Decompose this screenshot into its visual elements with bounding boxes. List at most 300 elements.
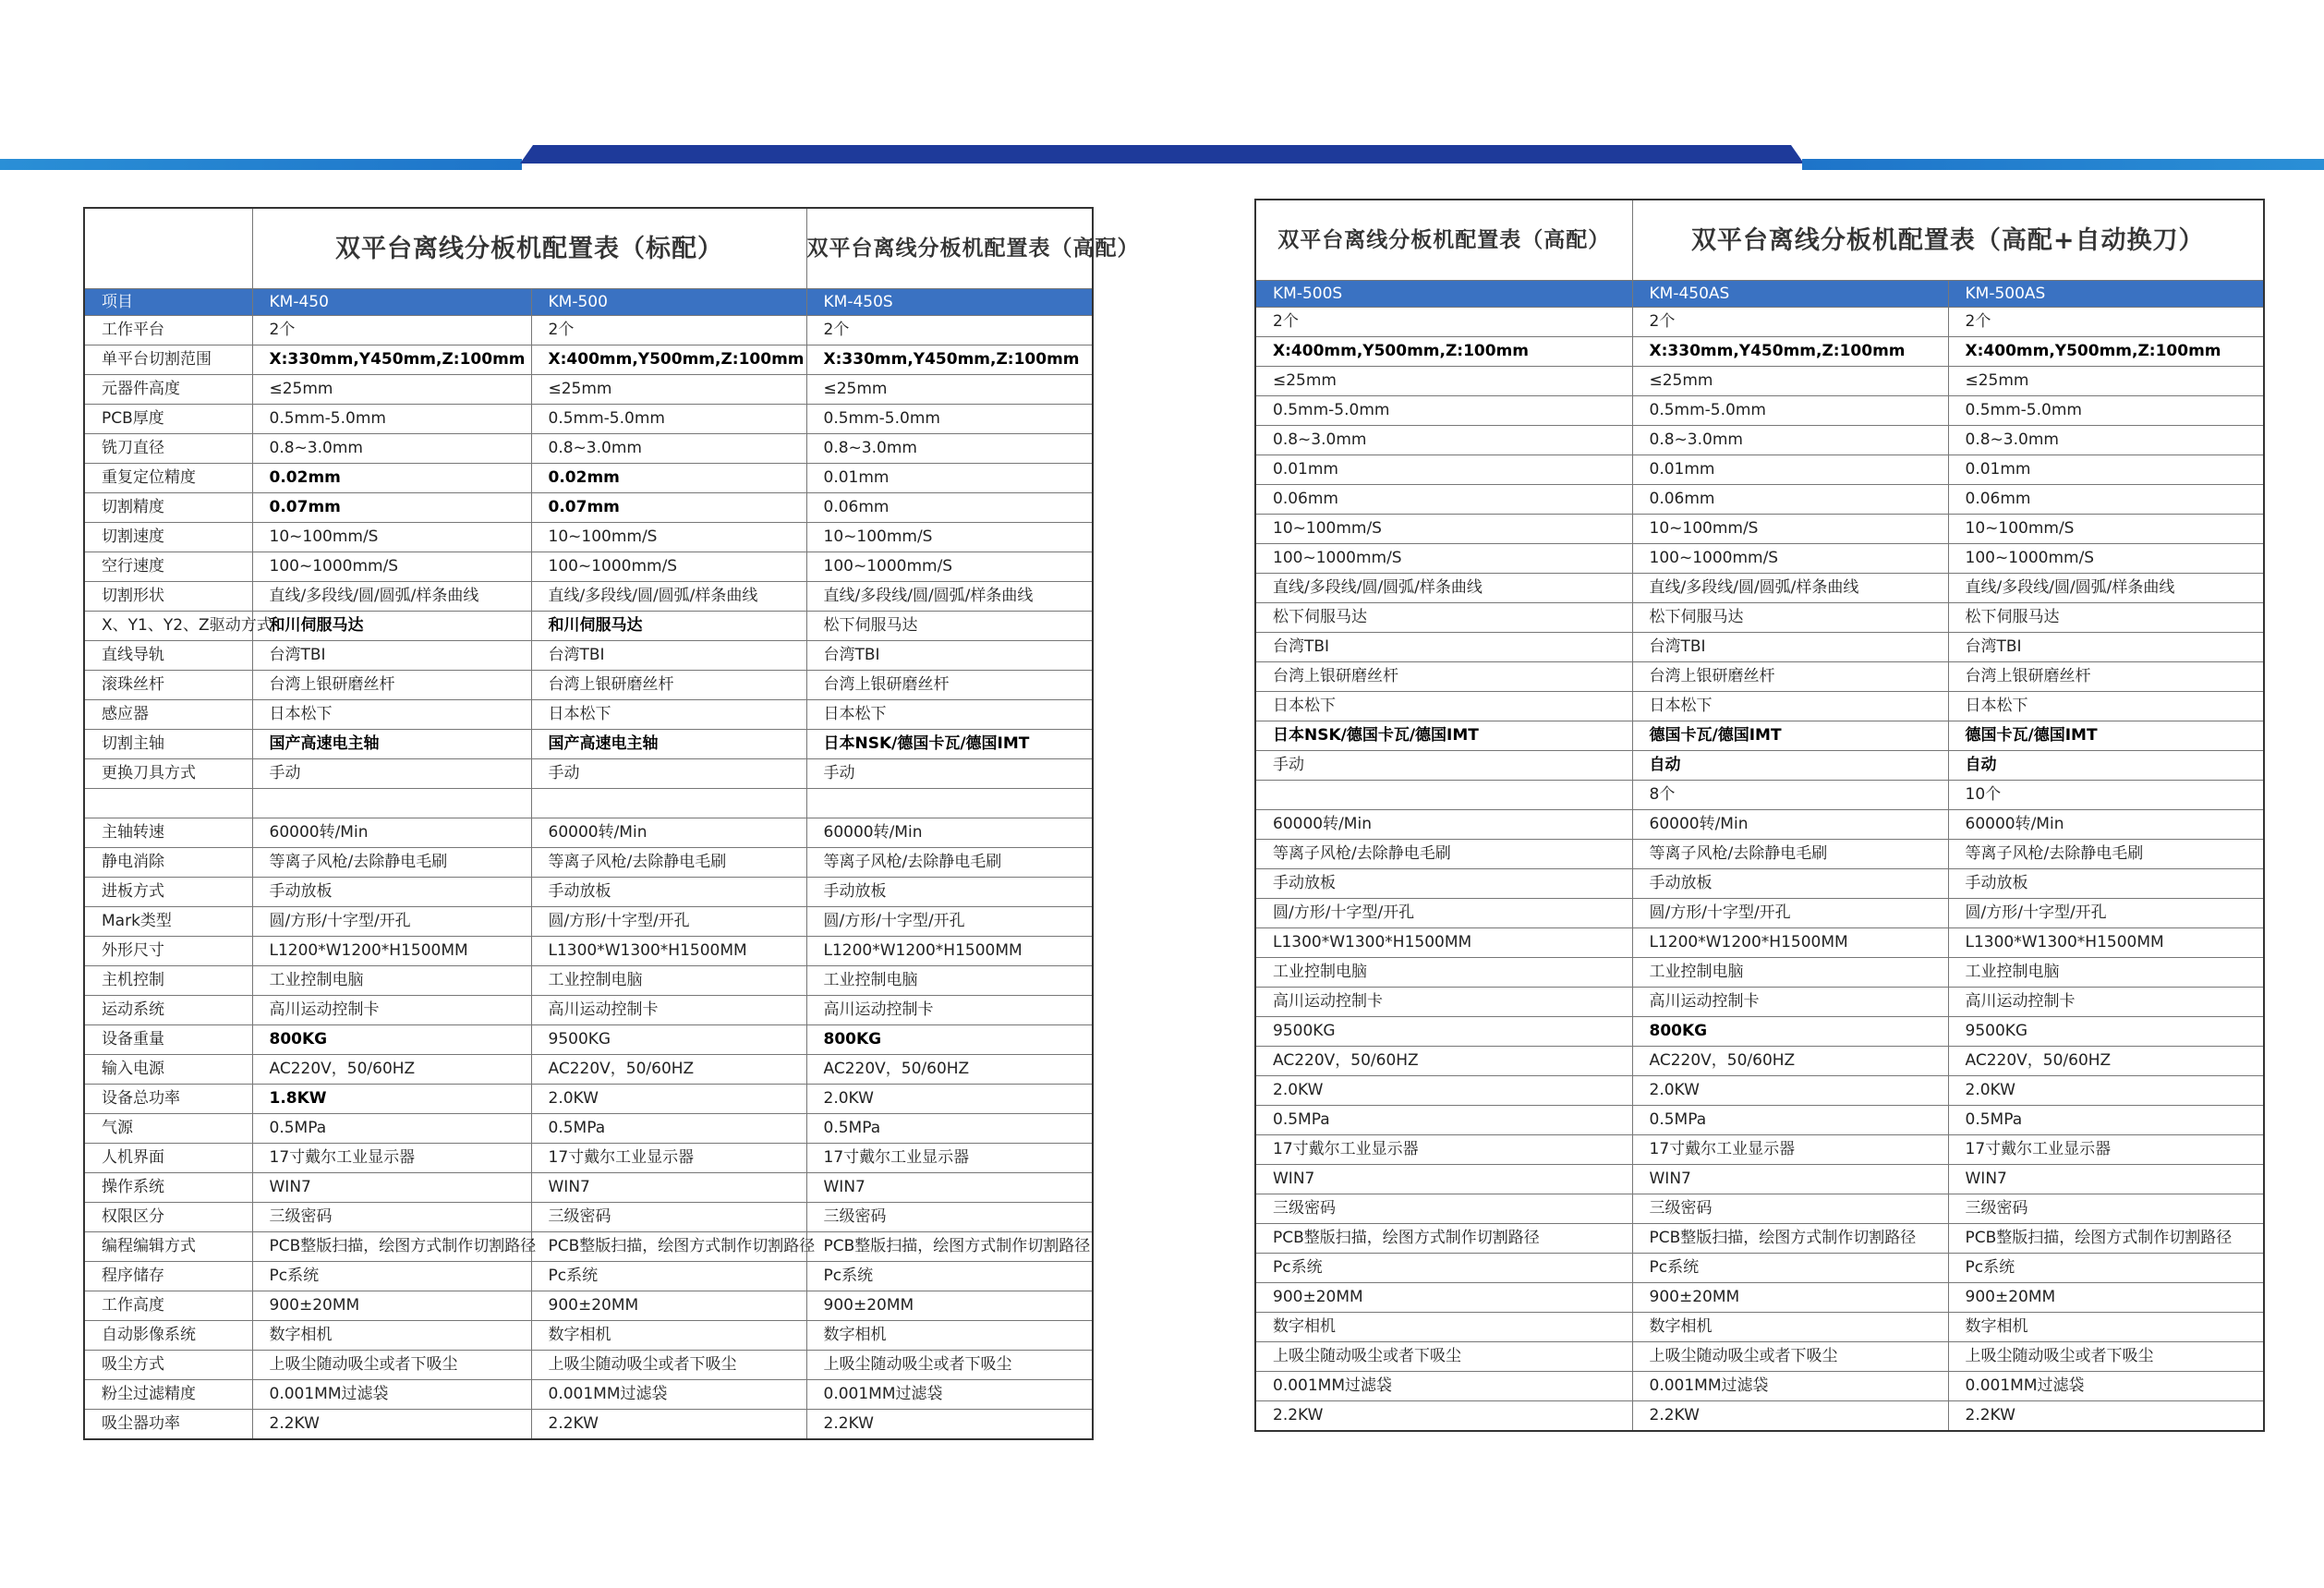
spec-value: PCB整版扫描，绘图方式制作切割路径	[1632, 1224, 1948, 1254]
table-row	[84, 848, 1093, 878]
spec-value: 圆/方形/十字型/开孔	[806, 907, 1093, 937]
spec-value	[531, 789, 806, 818]
row-label: 输入电源	[84, 1055, 252, 1085]
table-row	[1255, 988, 2264, 1017]
spec-value: 上吸尘随动吸尘或者下吸尘	[1948, 1342, 2264, 1372]
spec-value: 台湾TBI	[806, 641, 1093, 671]
spec-value: 高川运动控制卡	[1948, 988, 2264, 1017]
spec-value: 台湾上银研磨丝杆	[1255, 662, 1632, 692]
spec-value: 900±20MM	[252, 1291, 531, 1321]
spec-value: 德国卡瓦/德国IMT	[1948, 721, 2264, 751]
row-label: 吸尘器功率	[84, 1410, 252, 1440]
spec-value: 0.01mm	[1948, 455, 2264, 485]
spec-value: 手动放板	[1632, 869, 1948, 899]
spec-value: 60000转/Min	[252, 818, 531, 848]
table-row	[84, 759, 1093, 789]
spec-value: 手动放板	[1255, 869, 1632, 899]
row-label: 操作系统	[84, 1173, 252, 1203]
spec-value: 17寸戴尔工业显示器	[1255, 1135, 1632, 1165]
spec-value: 10~100mm/S	[806, 523, 1093, 552]
table-row	[84, 878, 1093, 907]
table-row	[84, 907, 1093, 937]
spec-value: 松下伺服马达	[1632, 603, 1948, 633]
row-label: 静电消除	[84, 848, 252, 878]
spec-value: 100~1000mm/S	[252, 552, 531, 582]
spec-value	[1255, 781, 1632, 810]
spec-value: 2.0KW	[1255, 1076, 1632, 1106]
spec-value: 数字相机	[252, 1321, 531, 1351]
spec-value: 直线/多段线/圆/圆弧/样条曲线	[806, 582, 1093, 612]
table-row	[84, 493, 1093, 523]
table-row	[1255, 1372, 2264, 1401]
table-row	[84, 464, 1093, 493]
spec-value: 100~1000mm/S	[806, 552, 1093, 582]
table-row	[84, 730, 1093, 759]
spec-value: 100~1000mm/S	[1255, 544, 1632, 574]
spec-value: 直线/多段线/圆/圆弧/样条曲线	[1632, 574, 1948, 603]
spec-value: 900±20MM	[531, 1291, 806, 1321]
spec-value: 等离子风枪/去除静电毛刷	[1632, 840, 1948, 869]
spec-value: 0.5mm-5.0mm	[1255, 396, 1632, 426]
spec-value: 三级密码	[1632, 1194, 1948, 1224]
spec-value: 三级密码	[1948, 1194, 2264, 1224]
spec-value: 0.5mm-5.0mm	[1948, 396, 2264, 426]
table-row	[84, 818, 1093, 848]
spec-value: 2个	[806, 316, 1093, 345]
spec-value: 0.06mm	[1948, 485, 2264, 515]
spec-value: 台湾上银研磨丝杆	[252, 671, 531, 700]
table-row	[1255, 1401, 2264, 1432]
table-row	[84, 552, 1093, 582]
spec-value: 2个	[1255, 308, 1632, 337]
table-row	[84, 1085, 1093, 1114]
spec-value: 手动	[806, 759, 1093, 789]
spec-value: 2个	[531, 316, 806, 345]
row-label: 主机控制	[84, 966, 252, 996]
spec-value: 台湾上银研磨丝杆	[806, 671, 1093, 700]
spec-value: 高川运动控制卡	[252, 996, 531, 1025]
spec-value: 手动放板	[806, 878, 1093, 907]
table-row	[84, 523, 1093, 552]
spec-value: 日本松下	[252, 700, 531, 730]
spec-value: 100~1000mm/S	[531, 552, 806, 582]
spec-value: 国产高速电主轴	[252, 730, 531, 759]
spec-value: 三级密码	[806, 1203, 1093, 1232]
table-row	[1255, 485, 2264, 515]
row-label: 切割速度	[84, 523, 252, 552]
model-header-km450s: KM-450S	[806, 289, 1093, 316]
spec-value: 0.02mm	[252, 464, 531, 493]
table-row	[1255, 633, 2264, 662]
table-row	[1255, 1313, 2264, 1342]
spec-value: 工业控制电脑	[1255, 958, 1632, 988]
table-row	[84, 1173, 1093, 1203]
spec-value: AC220V，50/60HZ	[252, 1055, 531, 1085]
row-label: 粉尘过滤精度	[84, 1380, 252, 1410]
table-row	[1255, 1106, 2264, 1135]
table-row	[84, 1232, 1093, 1262]
table-row	[1255, 1254, 2264, 1283]
spec-value: 数字相机	[806, 1321, 1093, 1351]
spec-value: 2个	[252, 316, 531, 345]
spec-value: 圆/方形/十字型/开孔	[252, 907, 531, 937]
spec-value: 2.0KW	[531, 1085, 806, 1114]
table-row	[1255, 899, 2264, 928]
spec-value: 手动放板	[1948, 869, 2264, 899]
spec-value: 0.5MPa	[531, 1114, 806, 1144]
spec-value: 上吸尘随动吸尘或者下吸尘	[1632, 1342, 1948, 1372]
spec-value: 0.06mm	[1255, 485, 1632, 515]
title-auto-change: 双平台离线分板机配置表（高配+自动换刀）	[1632, 200, 2264, 281]
spec-value: 2.2KW	[1632, 1401, 1948, 1432]
spec-value: 9500KG	[531, 1025, 806, 1055]
spec-value: 等离子风枪/去除静电毛刷	[1948, 840, 2264, 869]
table-row	[1255, 455, 2264, 485]
spec-value: 10~100mm/S	[531, 523, 806, 552]
row-label: 编程编辑方式	[84, 1232, 252, 1262]
spec-value: 日本松下	[806, 700, 1093, 730]
spec-value: ≤25mm	[1255, 367, 1632, 396]
table-row	[1255, 781, 2264, 810]
spec-value: 2.2KW	[1948, 1401, 2264, 1432]
table-row	[84, 1351, 1093, 1380]
spec-value: 17寸戴尔工业显示器	[1632, 1135, 1948, 1165]
spec-value: 国产高速电主轴	[531, 730, 806, 759]
spec-value: 17寸戴尔工业显示器	[806, 1144, 1093, 1173]
spec-value: Pc系统	[1632, 1254, 1948, 1283]
row-label: 滚珠丝杆	[84, 671, 252, 700]
spec-value: 0.5mm-5.0mm	[252, 405, 531, 434]
spec-value: AC220V，50/60HZ	[1255, 1047, 1632, 1076]
table-row	[84, 434, 1093, 464]
spec-value: 数字相机	[531, 1321, 806, 1351]
model-header-item: 项目	[84, 289, 252, 316]
spec-value: ≤25mm	[806, 375, 1093, 405]
spec-value: 上吸尘随动吸尘或者下吸尘	[806, 1351, 1093, 1380]
spec-value: 0.8~3.0mm	[1632, 426, 1948, 455]
row-label: 直线导轨	[84, 641, 252, 671]
spec-table-standard	[83, 207, 1140, 1440]
spec-value: 1.8KW	[252, 1085, 531, 1114]
row-label	[84, 789, 252, 818]
table-row	[1255, 692, 2264, 721]
table-row	[84, 641, 1093, 671]
spec-value: 数字相机	[1255, 1313, 1632, 1342]
spec-value: 自动	[1632, 751, 1948, 781]
row-label: 空行速度	[84, 552, 252, 582]
spec-value: L1300*W1300*H1500MM	[1255, 928, 1632, 958]
table-row	[84, 1144, 1093, 1173]
spec-value: WIN7	[1948, 1165, 2264, 1194]
spec-value: 0.5mm-5.0mm	[531, 405, 806, 434]
spec-value: 圆/方形/十字型/开孔	[1948, 899, 2264, 928]
spec-value: 台湾上银研磨丝杆	[1632, 662, 1948, 692]
table-row	[1255, 869, 2264, 899]
spec-value: PCB整版扫描，绘图方式制作切割路径	[806, 1232, 1093, 1262]
row-label: 工作高度	[84, 1291, 252, 1321]
row-label: Mark类型	[84, 907, 252, 937]
spec-value: WIN7	[1255, 1165, 1632, 1194]
table-row	[1255, 1224, 2264, 1254]
spec-value: 自动	[1948, 751, 2264, 781]
spec-value: 9500KG	[1255, 1017, 1632, 1047]
table-row	[84, 1114, 1093, 1144]
spec-value: 60000转/Min	[1632, 810, 1948, 840]
spec-value: L1200*W1200*H1500MM	[1632, 928, 1948, 958]
table-row	[84, 700, 1093, 730]
table-row	[1255, 1017, 2264, 1047]
spec-value: 800KG	[806, 1025, 1093, 1055]
title-standard: 双平台离线分板机配置表（标配）	[252, 208, 806, 289]
table-row	[84, 937, 1093, 966]
spec-value: 0.5MPa	[252, 1114, 531, 1144]
spec-value: WIN7	[531, 1173, 806, 1203]
row-label: 切割精度	[84, 493, 252, 523]
spec-value: Pc系统	[531, 1262, 806, 1291]
row-label: 工作平台	[84, 316, 252, 345]
header-band-right	[1802, 159, 2324, 170]
spec-value: 直线/多段线/圆/圆弧/样条曲线	[252, 582, 531, 612]
table-row	[1255, 544, 2264, 574]
spec-value: 台湾TBI	[1632, 633, 1948, 662]
model-header-km450as: KM-450AS	[1632, 281, 1948, 308]
table-row	[1255, 662, 2264, 692]
table-row	[1255, 308, 2264, 337]
spec-value: ≤25mm	[1632, 367, 1948, 396]
spec-value: AC220V，50/60HZ	[1632, 1047, 1948, 1076]
spec-value: AC220V，50/60HZ	[1948, 1047, 2264, 1076]
spec-value: 日本NSK/德国卡瓦/德国IMT	[806, 730, 1093, 759]
spec-value: 工业控制电脑	[1632, 958, 1948, 988]
row-label: 外形尺寸	[84, 937, 252, 966]
spec-value: 手动	[252, 759, 531, 789]
table-row	[1255, 515, 2264, 544]
table-row	[84, 1025, 1093, 1055]
table-row	[1255, 603, 2264, 633]
spec-value: 等离子风枪/去除静电毛刷	[806, 848, 1093, 878]
spec-value: X:330mm,Y450mm,Z:100mm	[252, 345, 531, 375]
spec-value: 和川伺服马达	[531, 612, 806, 641]
spec-value: 0.001MM过滤袋	[531, 1380, 806, 1410]
table-row	[1255, 810, 2264, 840]
spec-value: 日本松下	[1255, 692, 1632, 721]
spec-value: L1200*W1200*H1500MM	[806, 937, 1093, 966]
spec-value: 手动放板	[252, 878, 531, 907]
table-row	[84, 789, 1093, 818]
spec-value: 0.07mm	[252, 493, 531, 523]
table-row	[84, 1380, 1093, 1410]
spec-value: 17寸戴尔工业显示器	[531, 1144, 806, 1173]
spec-value: 台湾TBI	[531, 641, 806, 671]
spec-value: 直线/多段线/圆/圆弧/样条曲线	[1948, 574, 2264, 603]
spec-value: 900±20MM	[1632, 1283, 1948, 1313]
spec-value: 台湾TBI	[1948, 633, 2264, 662]
row-label: 权限区分	[84, 1203, 252, 1232]
spec-value	[252, 789, 531, 818]
table-row	[84, 405, 1093, 434]
model-header-km500s: KM-500S	[1255, 281, 1632, 308]
corner-cell	[84, 208, 252, 289]
table-row	[84, 316, 1093, 345]
spec-value: 900±20MM	[806, 1291, 1093, 1321]
spec-value: ≤25mm	[1948, 367, 2264, 396]
spec-value: Pc系统	[252, 1262, 531, 1291]
spec-value: 0.06mm	[806, 493, 1093, 523]
spec-value: 9500KG	[1948, 1017, 2264, 1047]
spec-value: 60000转/Min	[1255, 810, 1632, 840]
table-row	[84, 582, 1093, 612]
spec-value: 0.01mm	[1255, 455, 1632, 485]
spec-value: 高川运动控制卡	[806, 996, 1093, 1025]
spec-value: PCB整版扫描，绘图方式制作切割路径	[252, 1232, 531, 1262]
spec-value: 松下伺服马达	[1255, 603, 1632, 633]
spec-value: 工业控制电脑	[806, 966, 1093, 996]
spec-value: 直线/多段线/圆/圆弧/样条曲线	[1255, 574, 1632, 603]
spec-value: 60000转/Min	[806, 818, 1093, 848]
title-high-right: 双平台离线分板机配置表（高配）	[1255, 200, 1632, 281]
spec-value: 100~1000mm/S	[1632, 544, 1948, 574]
spec-value: 60000转/Min	[531, 818, 806, 848]
spec-value: 圆/方形/十字型/开孔	[1632, 899, 1948, 928]
spec-value: 台湾上银研磨丝杆	[1948, 662, 2264, 692]
row-label: 自动影像系统	[84, 1321, 252, 1351]
spec-value: 三级密码	[1255, 1194, 1632, 1224]
spec-value: 0.8~3.0mm	[1255, 426, 1632, 455]
row-label: 元器件高度	[84, 375, 252, 405]
spec-value: L1300*W1300*H1500MM	[1948, 928, 2264, 958]
spec-value: 2个	[1632, 308, 1948, 337]
spec-value: 0.001MM过滤袋	[1632, 1372, 1948, 1401]
spec-value: 0.8~3.0mm	[1948, 426, 2264, 455]
spec-value: 日本松下	[531, 700, 806, 730]
spec-value: 高川运动控制卡	[1632, 988, 1948, 1017]
spec-value: 0.5mm-5.0mm	[806, 405, 1093, 434]
spec-value: 日本NSK/德国卡瓦/德国IMT	[1255, 721, 1632, 751]
spec-value: 0.001MM过滤袋	[252, 1380, 531, 1410]
spec-value: Pc系统	[806, 1262, 1093, 1291]
spec-value: 高川运动控制卡	[1255, 988, 1632, 1017]
table-row	[84, 1055, 1093, 1085]
row-label: 设备重量	[84, 1025, 252, 1055]
spec-value: 100~1000mm/S	[1948, 544, 2264, 574]
row-label: PCB厚度	[84, 405, 252, 434]
spec-value: 0.5MPa	[806, 1114, 1093, 1144]
row-label: 程序储存	[84, 1262, 252, 1291]
table-row	[84, 1262, 1093, 1291]
spec-value: 0.001MM过滤袋	[806, 1380, 1093, 1410]
spec-value: ≤25mm	[252, 375, 531, 405]
spec-value: 2.2KW	[252, 1410, 531, 1440]
spec-value: 2.0KW	[1632, 1076, 1948, 1106]
spec-value: 工业控制电脑	[1948, 958, 2264, 988]
spec-value: 0.01mm	[1632, 455, 1948, 485]
spec-value: 数字相机	[1948, 1313, 2264, 1342]
spec-value: 圆/方形/十字型/开孔	[1255, 899, 1632, 928]
spec-table-high	[1254, 199, 2265, 1432]
row-label: 更换刀具方式	[84, 759, 252, 789]
spec-value: 10~100mm/S	[1255, 515, 1632, 544]
table-row	[84, 345, 1093, 375]
spec-value: 0.8~3.0mm	[252, 434, 531, 464]
spec-value: 0.5MPa	[1255, 1106, 1632, 1135]
spec-value: 圆/方形/十字型/开孔	[531, 907, 806, 937]
table-row	[84, 996, 1093, 1025]
spec-value: 0.001MM过滤袋	[1255, 1372, 1632, 1401]
spec-value: 0.02mm	[531, 464, 806, 493]
spec-value: 8个	[1632, 781, 1948, 810]
spec-value: 日本松下	[1948, 692, 2264, 721]
spec-value: 手动	[1255, 751, 1632, 781]
row-label: 设备总功率	[84, 1085, 252, 1114]
table-row	[1255, 367, 2264, 396]
row-label: 气源	[84, 1114, 252, 1144]
spec-value: 2.2KW	[806, 1410, 1093, 1440]
spec-value: 德国卡瓦/德国IMT	[1632, 721, 1948, 751]
spec-value: 台湾TBI	[1255, 633, 1632, 662]
spec-value: 10~100mm/S	[1632, 515, 1948, 544]
spec-value: 上吸尘随动吸尘或者下吸尘	[1255, 1342, 1632, 1372]
spec-value: 0.07mm	[531, 493, 806, 523]
spec-value: 0.8~3.0mm	[806, 434, 1093, 464]
spec-value: X:330mm,Y450mm,Z:100mm	[1632, 337, 1948, 367]
spec-value: 0.01mm	[806, 464, 1093, 493]
table-row	[84, 671, 1093, 700]
table-row	[1255, 1135, 2264, 1165]
spec-value: 高川运动控制卡	[531, 996, 806, 1025]
spec-value: 三级密码	[531, 1203, 806, 1232]
row-label: 主轴转速	[84, 818, 252, 848]
spec-value: 800KG	[252, 1025, 531, 1055]
spec-value: 2个	[1948, 308, 2264, 337]
title-high-left: 双平台离线分板机配置表（高配）	[806, 208, 1093, 289]
table-row	[84, 1321, 1093, 1351]
spec-value	[806, 789, 1093, 818]
spec-value: WIN7	[1632, 1165, 1948, 1194]
spec-value: AC220V，50/60HZ	[531, 1055, 806, 1085]
row-label: 人机界面	[84, 1144, 252, 1173]
spec-value: 等离子风枪/去除静电毛刷	[1255, 840, 1632, 869]
spec-value: 0.5MPa	[1632, 1106, 1948, 1135]
spec-value: 2.2KW	[1255, 1401, 1632, 1432]
spec-value: 和川伺服马达	[252, 612, 531, 641]
row-label: X、Y1、Y2、Z驱动方式	[84, 612, 252, 641]
spec-value: PCB整版扫描，绘图方式制作切割路径	[531, 1232, 806, 1262]
spec-value: 60000转/Min	[1948, 810, 2264, 840]
spec-value: 工业控制电脑	[252, 966, 531, 996]
row-label: 铣刀直径	[84, 434, 252, 464]
row-label: 单平台切割范围	[84, 345, 252, 375]
spec-value: 2.0KW	[1948, 1076, 2264, 1106]
spec-value: 0.5mm-5.0mm	[1632, 396, 1948, 426]
spec-value: 2.2KW	[531, 1410, 806, 1440]
spec-value: 900±20MM	[1948, 1283, 2264, 1313]
spec-value: 0.001MM过滤袋	[1948, 1372, 2264, 1401]
spec-value: L1200*W1200*H1500MM	[252, 937, 531, 966]
header-band-center	[520, 145, 1804, 164]
spec-value: 10~100mm/S	[252, 523, 531, 552]
spec-value: 三级密码	[252, 1203, 531, 1232]
table-row	[1255, 1165, 2264, 1194]
table-row	[84, 612, 1093, 641]
row-label: 重复定位精度	[84, 464, 252, 493]
table-row	[84, 1410, 1093, 1440]
spec-value: AC220V，50/60HZ	[806, 1055, 1093, 1085]
row-label: 感应器	[84, 700, 252, 730]
table-row	[1255, 1342, 2264, 1372]
spec-value: Pc系统	[1255, 1254, 1632, 1283]
spec-value: 0.06mm	[1632, 485, 1948, 515]
spec-value: 等离子风枪/去除静电毛刷	[252, 848, 531, 878]
